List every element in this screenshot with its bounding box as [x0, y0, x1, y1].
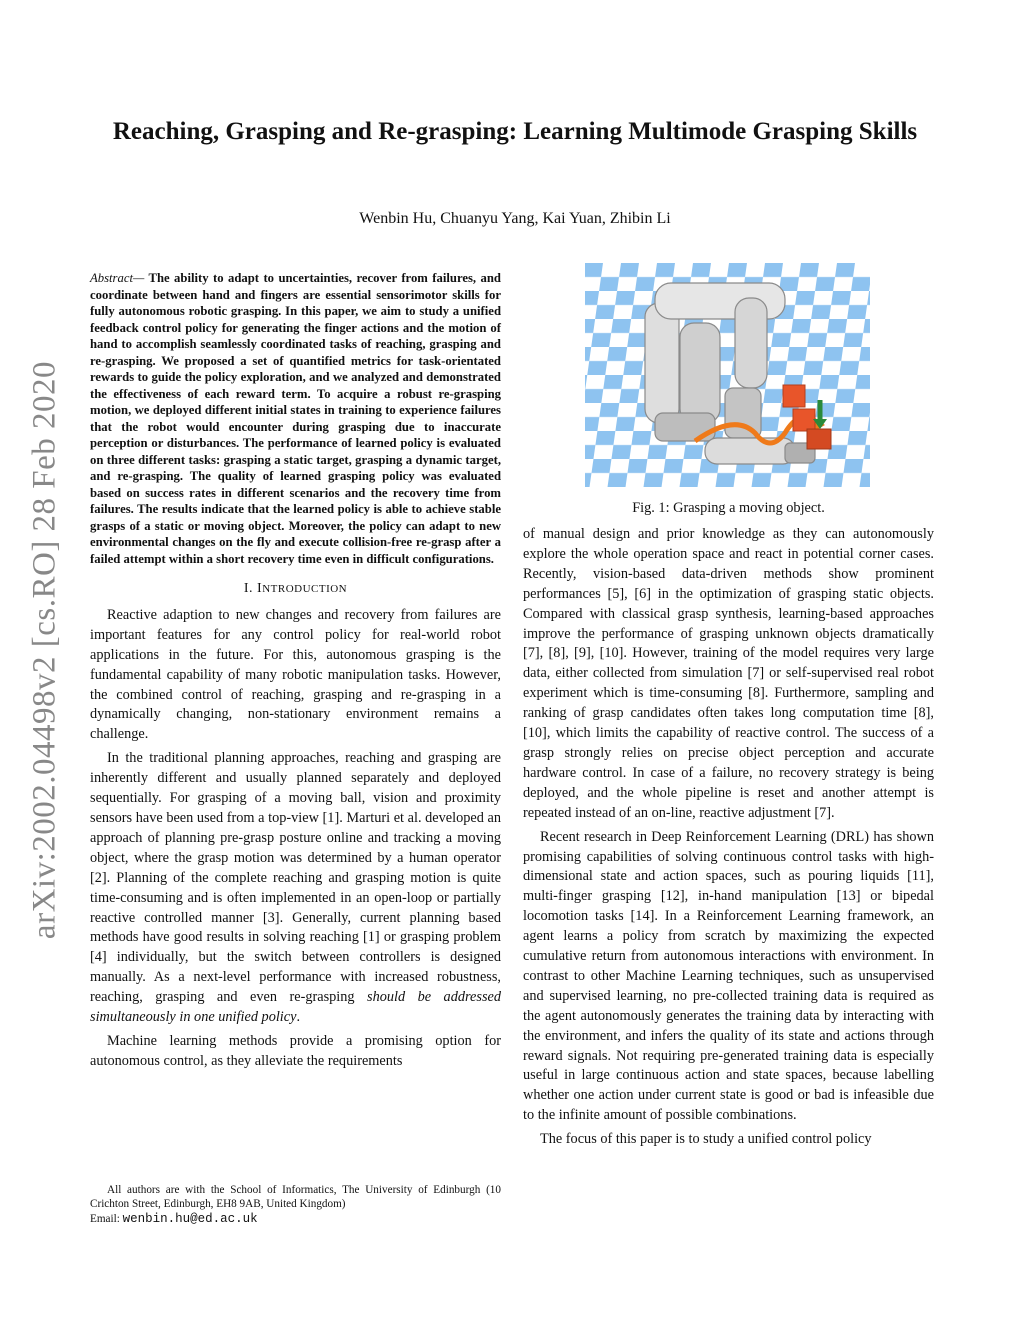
email-address: wenbin.hu@ed.ac.uk — [122, 1211, 258, 1226]
paragraph: Reactive adaption to new changes and recovery from failures are important features for any control policy for real-world robot applications in the future. For this, autonomous grasping is the fundamental capability of many robotic manipulation tasks. However, the combined control of reaching, grasping and re-grasping in a dynamically changing, non-stationary environment remains a challenge. — [90, 606, 501, 743]
figure-robot-grasping — [585, 263, 870, 487]
paragraph: The focus of this paper is to study a unified control policy — [540, 1131, 872, 1148]
emphasis-text: should be addressed simultaneously in one unified policy — [90, 989, 502, 1026]
paragraph: Recent research in Deep Reinforcement Learning (DRL) has shown promising capabilities of solving continuous control tasks with high-dimensional state and action spaces, such as pouring liquids [11], multi-finger grasping [12], in-hand manipulation [13] or bipedal locomotion tasks [14]. In a Reinforcement Learning framework, an agent learns a policy from scratch by maximizing the expected cumulative return from autonomous interactions with environment. In contrast to other Machine Learning techniques, such as unsupervised and supervised learning, no pre-collected training data is required as the agent autonomously generates the training data by interacting with the environment, and infers the quality of its state and actions through reward signals. Not requiring pre-generated training data is especially useful in large continuous action and state spaces, because labelling whether one action under current state is good or bad is infeasible due to the infinite amount of possible combinations. — [523, 828, 934, 1124]
paragraph: Machine learning methods provide a promising option for autonomous control, as they alleviate the requirements — [90, 1032, 501, 1069]
abstract-text: The ability to adapt to uncertainties, recover from failures, and coordinate between hand and fingers are essential sensorimotor skills for fully autonomous robotic grasping. In this paper, we aim to study a unified feedback control policy for generating the finger actions and the motion of hand to accomplish seamlessly coordinated tasks of reaching, grasping and re-grasping. We proposed a set of quantified metrics for task-orientated rewards to guide the policy exploration, and we analyzed and demonstrated the effectiveness of each reward term. To acquire a robust re-grasping motion, we deployed different initial states in training to experience failures that the robot would encounter during grasping due to inaccurate perception or disturbances. The performance of learned policy is evaluated on three different tasks: grasping a static target, grasping a dynamic target, and re-grasping. The quality of learned grasping policy was evaluated based on success rates in different scenarios and the recovery time from failures. The results indicate that the learned policy is able to achieve stable grasps of a static or moving object. Moreover, the policy can adapt to new environmental changes on the fly and execute collision-free re-grasp after a failed attempt within a short recovery time even in difficult configurations. — [90, 271, 501, 566]
paper-title: Reaching, Grasping and Re-grasping: Learning Multimode Grasping Skills — [112, 118, 918, 145]
paper-authors: Wenbin Hu, Chuanyu Yang, Kai Yuan, Zhibin Li — [359, 210, 671, 227]
section-title: NTRODUCTION — [262, 583, 348, 595]
paragraph-text: In the traditional planning approaches, reaching and grasping are inherently different and usually planned separately and deployed sequentially. For grasping of a moving ball, vision and proximity sensors have been used from a top-view [1]. Marturi et al. developed an approach of planning pre-grasp posture online and tracking a moving object, where the grasp motion was determined by a human operator [2]. Planning of the complete reaching and grasping motion is quite time-consuming and is often implemented in an open-loop or partially reactive controlled manner [3]. Generally, current planning based methods have good results in solving reaching [1] or grasping problem [4] individually, but the switch between controllers is designed manually. As a next-level performance with increased robustness, reaching, grasping and even re-grasping — [90, 750, 501, 1006]
footnote-text: All authors are with the School of Informatics, The University of Edinburgh (10 Crichton Street, Edinburgh, EH8 9AB, United Kingdom) — [90, 1184, 501, 1211]
arxiv-identifier: arXiv:2002.04498v2 [cs.RO] 28 Feb 2020 — [26, 360, 63, 940]
arxiv-sidebar — [20, 330, 70, 970]
abstract — [90, 270, 501, 567]
paragraph-text: . — [296, 1009, 301, 1026]
email-label: Email: — [90, 1212, 123, 1225]
figure-image — [585, 263, 870, 487]
paragraph: of manual design and prior knowledge as they can autonomously explore the whole operation space and react in potential corner cases. Recently, vision-based data-driven methods show prominent performances [5], [6] in the optimization of grasping static objects. Compared with classical grasp synthesis, learning-based approaches improve the performance of grasping unknown objects dramatically [7], [8], [9], [10]. However, training of the model requires very large data, either collected from simulation [7] or self-supervised real robot experiment which is time-consuming [8]. Furthermore, sampling and ranking of grasp candidates often takes long computation time [8], [10], which limits the capability of reactive control. The success of a grasp strongly relies on precise object perception and accurate hardware control. In case of a failure, no recovery strategy is being deployed, and the whole pipeline is reset and another attempt is repeated instead of an on-line, reactive adjustment [7]. — [523, 526, 934, 821]
right-column — [523, 525, 934, 1154]
footnote — [90, 1183, 501, 1226]
footnote-email-line — [90, 1212, 501, 1226]
left-column — [90, 270, 501, 1076]
paragraph — [90, 749, 501, 1028]
section-heading — [90, 579, 501, 600]
section-number: I. I — [243, 581, 263, 596]
abstract-label: Abstract— — [90, 271, 145, 285]
figure-caption: Fig. 1: Grasping a moving object. — [632, 500, 825, 516]
